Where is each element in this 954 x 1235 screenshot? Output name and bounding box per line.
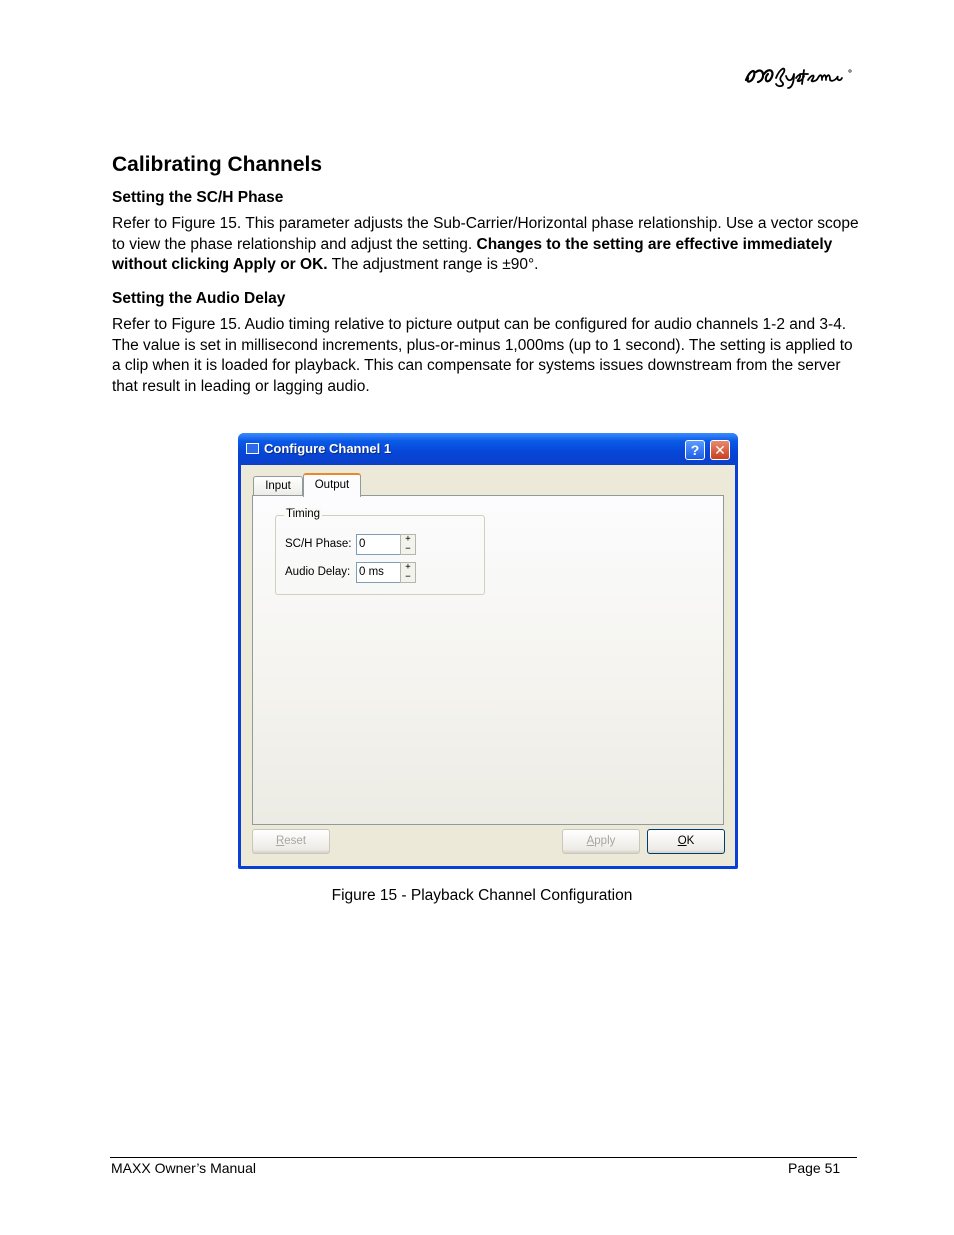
dialog-titlebar[interactable] — [238, 433, 738, 465]
section-heading-sch-phase: Setting the SC/H Phase — [112, 189, 284, 206]
dialog-title: Configure Channel 1 — [264, 441, 392, 456]
footer-manual-title: MAXX Owner’s Manual — [111, 1160, 256, 1176]
ok-button[interactable]: OK — [647, 829, 725, 854]
tab-input[interactable]: Input — [253, 476, 303, 496]
audio-delay-label: Audio Delay: — [285, 566, 351, 578]
paragraph-audio-delay: Refer to Figure 15. Audio timing relative to picture output can be configured for audio channels 1-2 and 3-4. The value is set in millisecond increments, plus-or-minus 1,000ms (up to 1 second). The setting is applied to a clip when it is loaded for playback. This can compensate for systems issues downstream from the server that result in leading or lagging audio. — [112, 316, 853, 395]
company-logo — [742, 58, 854, 90]
sch-phase-label: SC/H Phase: — [285, 538, 352, 550]
timing-groupbox — [275, 508, 485, 595]
reset-button[interactable]: Reset — [252, 829, 330, 854]
figure-caption: Figure 15 - Playback Channel Configuration — [331, 887, 633, 904]
page-title: Calibrating Channels — [112, 153, 323, 176]
tab-panel-output — [252, 495, 724, 825]
configure-channel-dialog — [238, 433, 738, 869]
tab-output[interactable]: Output — [303, 473, 361, 497]
spin-up-icon[interactable]: + — [405, 562, 411, 572]
audio-delay-spinner[interactable] — [400, 562, 416, 583]
audio-delay-input[interactable]: 0 ms — [356, 562, 401, 583]
group-label: Timing — [286, 508, 321, 520]
spin-up-icon[interactable]: + — [405, 534, 411, 544]
paragraph-sch-phase: Refer to Figure 15. This parameter adjusts the Sub-Carrier/Horizontal phase relationship. Use a vector scope to view the phase relationship and adjust the setting. Changes to the setting are effective immediately without clicking Apply or OK. The adjustment range is ±90°. — [112, 215, 859, 273]
dialog-client-area — [241, 465, 735, 866]
sch-phase-input[interactable]: 0 — [356, 534, 401, 555]
spin-down-icon[interactable]: − — [405, 572, 411, 582]
spin-down-icon[interactable]: − — [405, 544, 411, 554]
sch-phase-spinner[interactable] — [400, 534, 416, 555]
help-icon[interactable]: ? — [685, 440, 705, 460]
footer-divider — [110, 1157, 857, 1158]
footer-page-number: Page 51 — [788, 1160, 841, 1176]
emphasis-text: Changes to the setting are effective immediately without clicking Apply or OK. — [112, 235, 833, 273]
apply-button[interactable]: Apply — [562, 829, 640, 854]
section-heading-audio-delay: Setting the Audio Delay — [112, 290, 286, 307]
close-icon[interactable]: ✕ — [710, 440, 730, 460]
window-icon — [246, 443, 259, 454]
